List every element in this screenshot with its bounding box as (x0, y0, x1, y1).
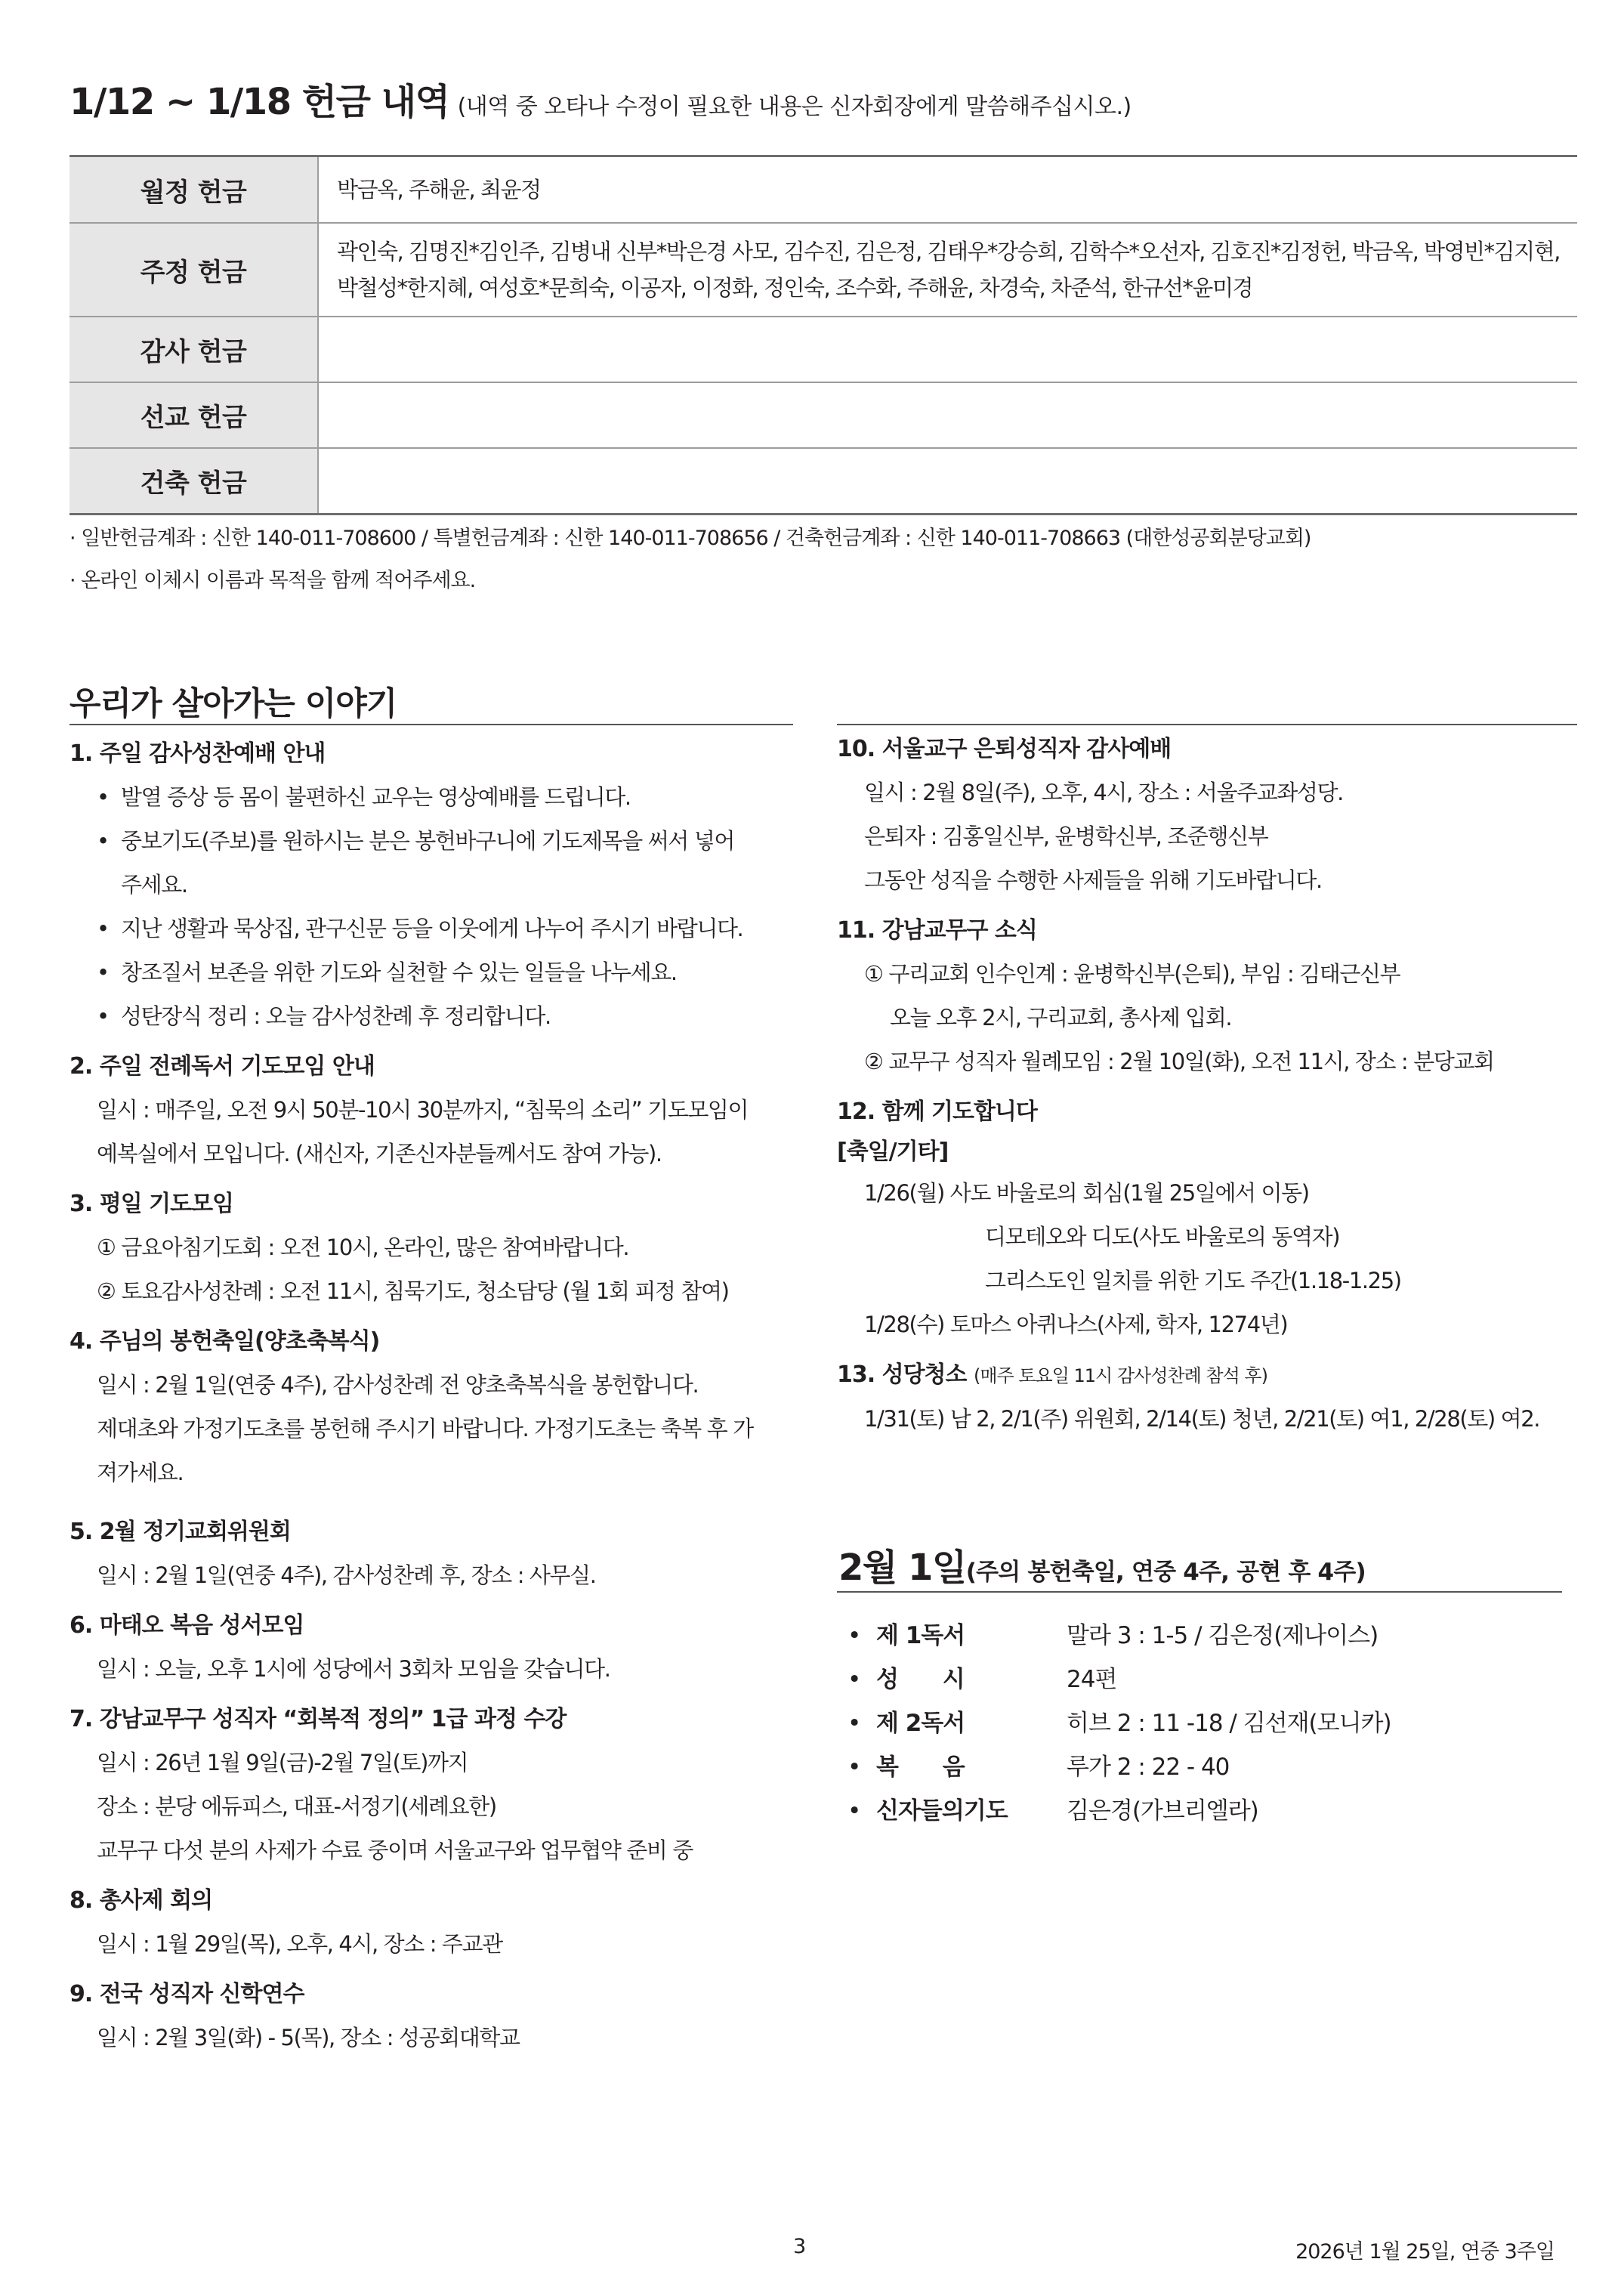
names-line: 곽인숙, 김명진*김인주, 김병내 신부*박은경 사모, 김수진, 김은정, 김태우*강승희, 김학수*오선자, 김호진*김정헌, 박금옥, 박영빈*김지현, (337, 239, 1560, 264)
item-heading: 2. 주일 전례독서 기도모임 안내 (69, 1053, 375, 1080)
offering-names (318, 223, 1577, 317)
bullet: • (848, 1666, 861, 1693)
offering-names (318, 382, 1577, 448)
item-heading: 12. 함께 기도합니다 (837, 1099, 1037, 1125)
item-text: 제대초와 가정기도초를 봉헌해 주시기 바랍니다. 가정기도초는 축복 후 가 (97, 1416, 753, 1442)
offering-category: 건축 헌금 (69, 448, 318, 515)
item-text: 져가세요. (97, 1460, 184, 1485)
reading-label: 제 1독서 (876, 1622, 965, 1649)
offering-table (69, 155, 1577, 515)
offering-names (318, 448, 1577, 515)
item-text: 중보기도(주보)를 원하시는 분은 봉헌바구니에 기도제목을 써서 넣어 (121, 828, 734, 854)
item-heading: 8. 총사제 회의 (69, 1887, 213, 1914)
offering-names (318, 156, 1577, 224)
table-row (69, 223, 1577, 317)
item-text: 그리스도인 일치를 위한 기도 주간(1.18-1.25) (985, 1268, 1401, 1293)
reading-value: 24편 (1067, 1666, 1117, 1693)
reading-label: 복 음 (876, 1754, 965, 1781)
divider (837, 724, 1577, 725)
item-text: 오늘 오후 2시, 구리교회, 총사제 입회. (890, 1005, 1232, 1031)
feb1-title-note: (주의 봉헌축일, 연중 4주, 공현 후 4주) (965, 1559, 1366, 1586)
bullet: • (848, 1710, 861, 1737)
item-heading-note: (매주 토요일 11시 감사성찬례 참석 후) (973, 1365, 1267, 1386)
divider (69, 724, 793, 725)
item-text: ① 금요아침기도회 : 오전 10시, 온라인, 많은 참여바랍니다. (97, 1235, 629, 1260)
offering-names (318, 317, 1577, 382)
item-text: 지난 생활과 묵상집, 관구신문 등을 이웃에게 나누어 주시기 바랍니다. (121, 916, 743, 941)
table-row (69, 156, 1577, 224)
reading-row (837, 1789, 1562, 1833)
offering-category: 감사 헌금 (69, 317, 318, 382)
item-text: 예복실에서 모입니다. (새신자, 기존신자분들께서도 참여 가능). (97, 1141, 662, 1167)
item-heading: 6. 마태오 복음 성서모임 (69, 1612, 304, 1639)
item-text: 일시 : 2월 8일(주), 오후, 4시, 장소 : 서울주교좌성당. (864, 780, 1343, 805)
feb1-title (838, 1538, 1366, 1590)
bullet: • (848, 1622, 861, 1649)
item-text: 1/28(수) 토마스 아퀴나스(사제, 학자, 1274년) (864, 1312, 1288, 1337)
reading-label: 제 2독서 (876, 1710, 965, 1737)
list-item (69, 950, 795, 994)
footer-date: 2026년 1월 25일, 연중 3주일 (1295, 2240, 1555, 2264)
bullet: • (848, 1797, 861, 1825)
item-text: 일시 : 1월 29일(목), 오후, 4시, 장소 : 주교관 (97, 1931, 502, 1957)
section-title: 우리가 살아가는 이야기 (69, 685, 397, 723)
reading-value: 루가 2 : 22 - 40 (1067, 1754, 1230, 1781)
list-item (69, 994, 795, 1038)
item-text: ① 구리교회 인수인계 : 윤병학신부(은퇴), 부임 : 김태근신부 (864, 961, 1400, 987)
item-text: 일시 : 오늘, 오후 1시에 성당에서 3회차 모임을 갖습니다. (97, 1656, 610, 1682)
table-row (69, 382, 1577, 448)
item-heading: 3. 평일 기도모임 (69, 1191, 234, 1217)
item-heading: 1. 주일 감사성찬예배 안내 (69, 740, 326, 767)
item-text: 교무구 다섯 분의 사제가 수료 중이며 서울교구와 업무협약 준비 중 (97, 1837, 693, 1863)
page-number: 3 (793, 2235, 806, 2258)
item-text: ② 교무구 성직자 월례모임 : 2월 10일(화), 오전 11시, 장소 : 분당교회 (864, 1049, 1494, 1074)
divider (837, 1591, 1562, 1593)
online-transfer-note: · 온라인 이체시 이름과 목적을 함께 적어주세요. (69, 569, 476, 592)
item-heading: 10. 서울교구 은퇴성직자 감사예배 (837, 736, 1172, 762)
item-text: 장소 : 분당 에듀피스, 대표-서정기(세례요한) (97, 1794, 496, 1819)
table-row (69, 448, 1577, 515)
item-text: 일시 : 매주일, 오전 9시 50분-10시 30분까지, “침묵의 소리” 기도모임이 (97, 1097, 749, 1123)
item-text: 주세요. (121, 872, 187, 898)
item-heading: 7. 강남교무구 성직자 “회복적 정의” 1급 과정 수강 (69, 1706, 567, 1732)
offering-category: 월정 헌금 (69, 156, 318, 224)
item-text: 창조질서 보존을 위한 기도와 실천할 수 있는 일들을 나누세요. (121, 960, 677, 985)
item-text: ② 토요감사성찬례 : 오전 11시, 침묵기도, 청소담당 (월 1회 피정 참여) (97, 1278, 729, 1304)
offering-title (69, 73, 1132, 125)
item-text: 일시 : 2월 3일(화) - 5(목), 장소 : 성공회대학교 (97, 2025, 520, 2050)
reading-row (837, 1701, 1562, 1745)
offering-category: 주정 헌금 (69, 223, 318, 317)
item-sublabel: [축일/기타] (837, 1139, 949, 1165)
table-row (69, 317, 1577, 382)
item-text: 성탄장식 정리 : 오늘 감사성찬례 후 정리합니다. (121, 1003, 551, 1029)
offering-category: 선교 헌금 (69, 382, 318, 448)
item-heading-text: 13. 성당청소 (837, 1361, 967, 1388)
item-heading: 9. 전국 성직자 신학연수 (69, 1981, 304, 2007)
names-line: 박금옥, 주해윤, 최윤정 (337, 177, 541, 202)
offering-title-note: (내역 중 오타나 수정이 필요한 내용은 신자회장에게 말씀해주십시오.) (457, 94, 1132, 120)
item-text: 은퇴자 : 김홍일신부, 윤병학신부, 조준행신부 (864, 824, 1268, 849)
item-text: 그동안 성직을 수행한 사제들을 위해 기도바랍니다. (864, 867, 1322, 893)
item-text: 발열 증상 등 몸이 불편하신 교우는 영상예배를 드립니다. (121, 784, 631, 810)
offering-title-main: 1/12 ~ 1/18 헌금 내역 (69, 81, 449, 123)
item-text: 1/26(월) 사도 바울로의 회심(1월 25일에서 이동) (864, 1180, 1309, 1206)
item-text: 일시 : 2월 1일(연중 4주), 감사성찬례 전 양초축복식을 봉헌합니다. (97, 1372, 699, 1398)
left-column (69, 739, 795, 2060)
item-text: 디모테오와 디도(사도 바울로의 동역자) (985, 1224, 1340, 1250)
feb1-title-main: 2월 1일 (838, 1547, 966, 1589)
list-item (69, 819, 795, 863)
reading-value: 히브 2 : 11 -18 / 김선재(모니카) (1067, 1710, 1391, 1737)
item-heading (837, 1360, 1577, 1391)
reading-row (837, 1614, 1562, 1658)
item-text: 1/31(토) 남 2, 2/1(주) 위원회, 2/14(토) 청년, 2/21(토) 여1, 2/28(토) 여2. (864, 1406, 1540, 1432)
reading-label: 성 시 (876, 1666, 965, 1693)
item-heading: 11. 강남교무구 소식 (837, 917, 1037, 944)
item-heading: 4. 주님의 봉헌축일(양초축복식) (69, 1328, 380, 1355)
list-item (69, 775, 795, 819)
reading-value: 김은경(가브리엘라) (1067, 1797, 1258, 1825)
item-text: 일시 : 26년 1월 9일(금)-2월 7일(토)까지 (97, 1750, 468, 1775)
reading-row (837, 1658, 1562, 1701)
list-item (69, 907, 795, 950)
reading-value: 말라 3 : 1-5 / 김은정(제나이스) (1067, 1622, 1379, 1649)
item-text: 일시 : 2월 1일(연중 4주), 감사성찬례 후, 장소 : 사무실. (97, 1562, 596, 1588)
right-column (837, 734, 1577, 1441)
reading-row (837, 1745, 1562, 1789)
names-line: 박철성*한지혜, 여성호*문희숙, 이공자, 이정화, 정인숙, 조수화, 주해윤, 차경숙, 차준석, 한규선*윤미경 (337, 275, 1252, 301)
bullet: • (848, 1754, 861, 1781)
item-heading: 5. 2월 정기교회위원회 (69, 1519, 291, 1545)
account-info: · 일반헌금계좌 : 신한 140-011-708600 / 특별헌금계좌 : 신한 140-011-708656 / 건축헌금계좌 : 신한 140-011-708663 (대한성공회분당교회) (69, 527, 1311, 550)
reading-label: 신자들의기도 (876, 1797, 1008, 1825)
readings-list (837, 1614, 1562, 1840)
